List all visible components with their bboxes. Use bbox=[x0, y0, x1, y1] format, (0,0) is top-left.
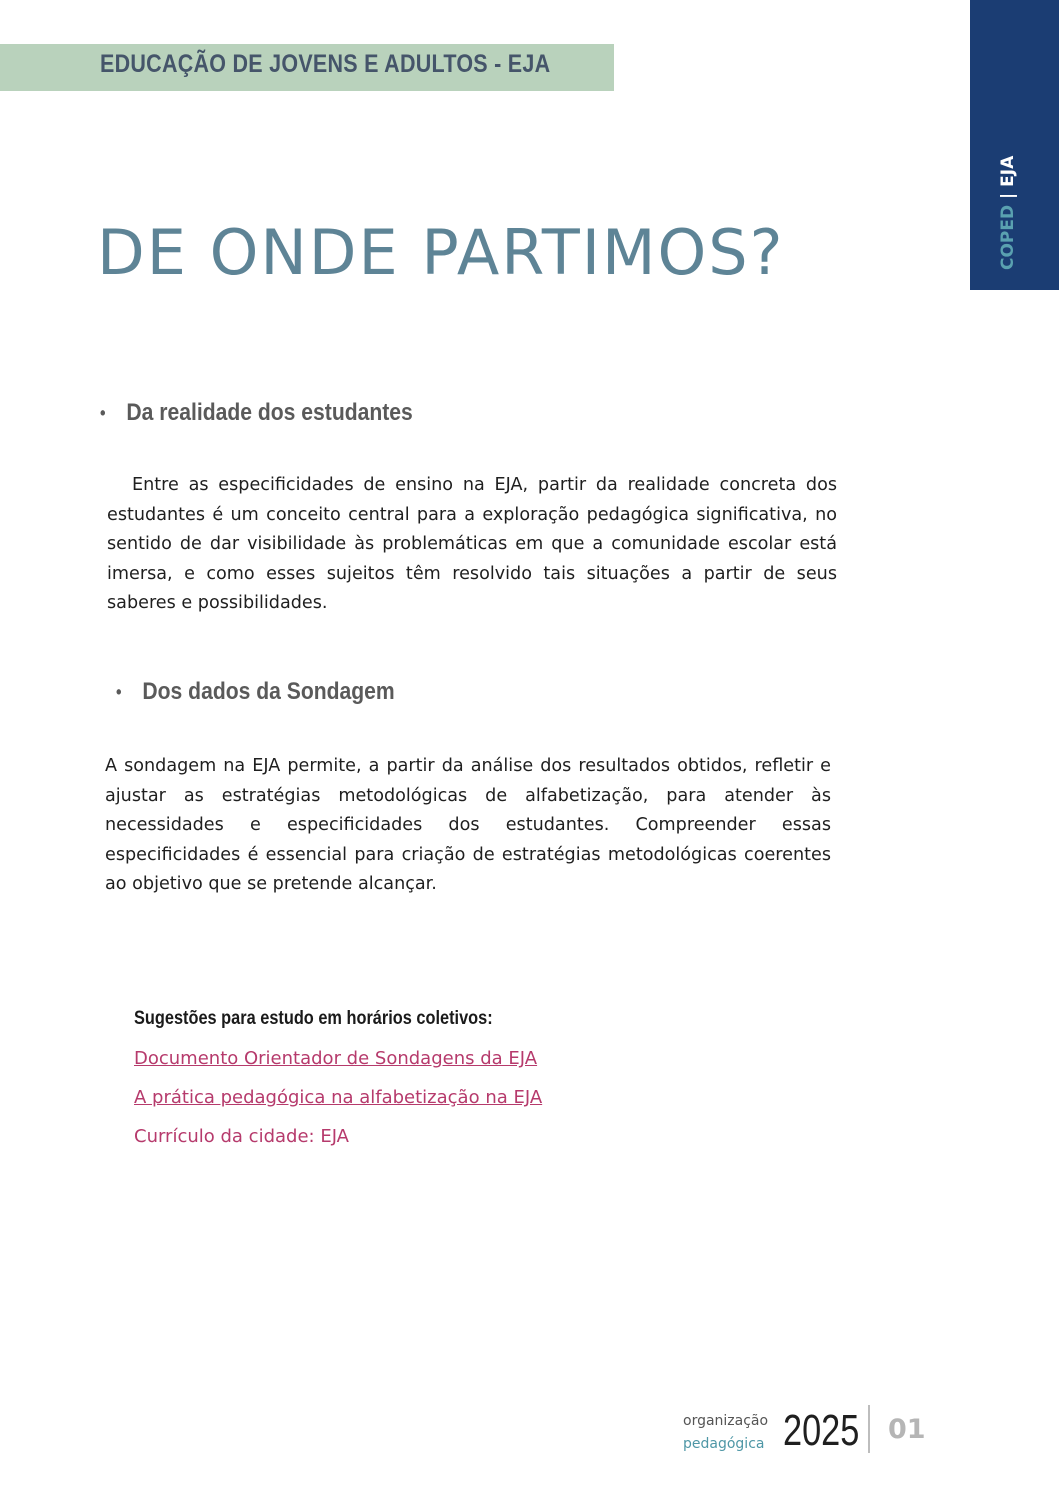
paragraph-realidade: Entre as especificidades de ensino na EJA, partir da realidade concreta dos estudantes é um conceito central para a exploração pedagógica significativa, no sentido de dar visibilidade às problemáticas em que a comunidade escolar está imersa, e como esses sujeitos têm resolvido tais situações a partir de seus saberes e possibilidades. bbox=[107, 475, 837, 614]
bullet-icon: • bbox=[116, 682, 122, 703]
side-tab-label bbox=[998, 156, 1018, 270]
section-heading-realidade bbox=[100, 399, 413, 427]
page-number: 01 bbox=[888, 1414, 926, 1445]
footer-year: 2025 bbox=[783, 1406, 860, 1455]
page-title: DE ONDE PARTIMOS? bbox=[97, 216, 785, 289]
link-documento-orientador[interactable]: Documento Orientador de Sondagens da EJA bbox=[134, 1048, 538, 1069]
link-pratica-pedagogica[interactable]: A prática pedagógica na alfabetização na EJA bbox=[134, 1087, 543, 1108]
paragraph-sondagem: A sondagem na EJA permite, a partir da análise dos resultados obtidos, refletir e ajustar as estratégias metodológicas de alfabetização, para atender às necessidades e especificidades dos estudantes. Compreender essas especificidades é essencial para criação de estratégias metodológicas coerentes ao objetivo que se pretende alcançar. bbox=[105, 756, 831, 895]
side-tab-eja: EJA bbox=[998, 155, 1018, 187]
section-heading-sondagem bbox=[116, 678, 395, 706]
footer-organizacao: organização bbox=[683, 1413, 769, 1429]
side-tab-separator: | bbox=[998, 192, 1018, 199]
section-heading-text: Da realidade dos estudantes bbox=[126, 399, 413, 426]
suggestions-title: Sugestões para estudo em horários coletivos: bbox=[134, 1008, 493, 1029]
section-heading-text: Dos dados da Sondagem bbox=[142, 678, 395, 705]
footer-pedagogica: pedagógica bbox=[683, 1436, 765, 1452]
bullet-icon: • bbox=[100, 403, 106, 424]
section-header: EDUCAÇÃO DE JOVENS E ADULTOS - EJA bbox=[100, 50, 551, 78]
footer-divider bbox=[868, 1405, 870, 1453]
link-curriculo-cidade[interactable]: Currículo da cidade: EJA bbox=[134, 1126, 349, 1147]
side-tab-coped: COPED bbox=[998, 204, 1018, 270]
